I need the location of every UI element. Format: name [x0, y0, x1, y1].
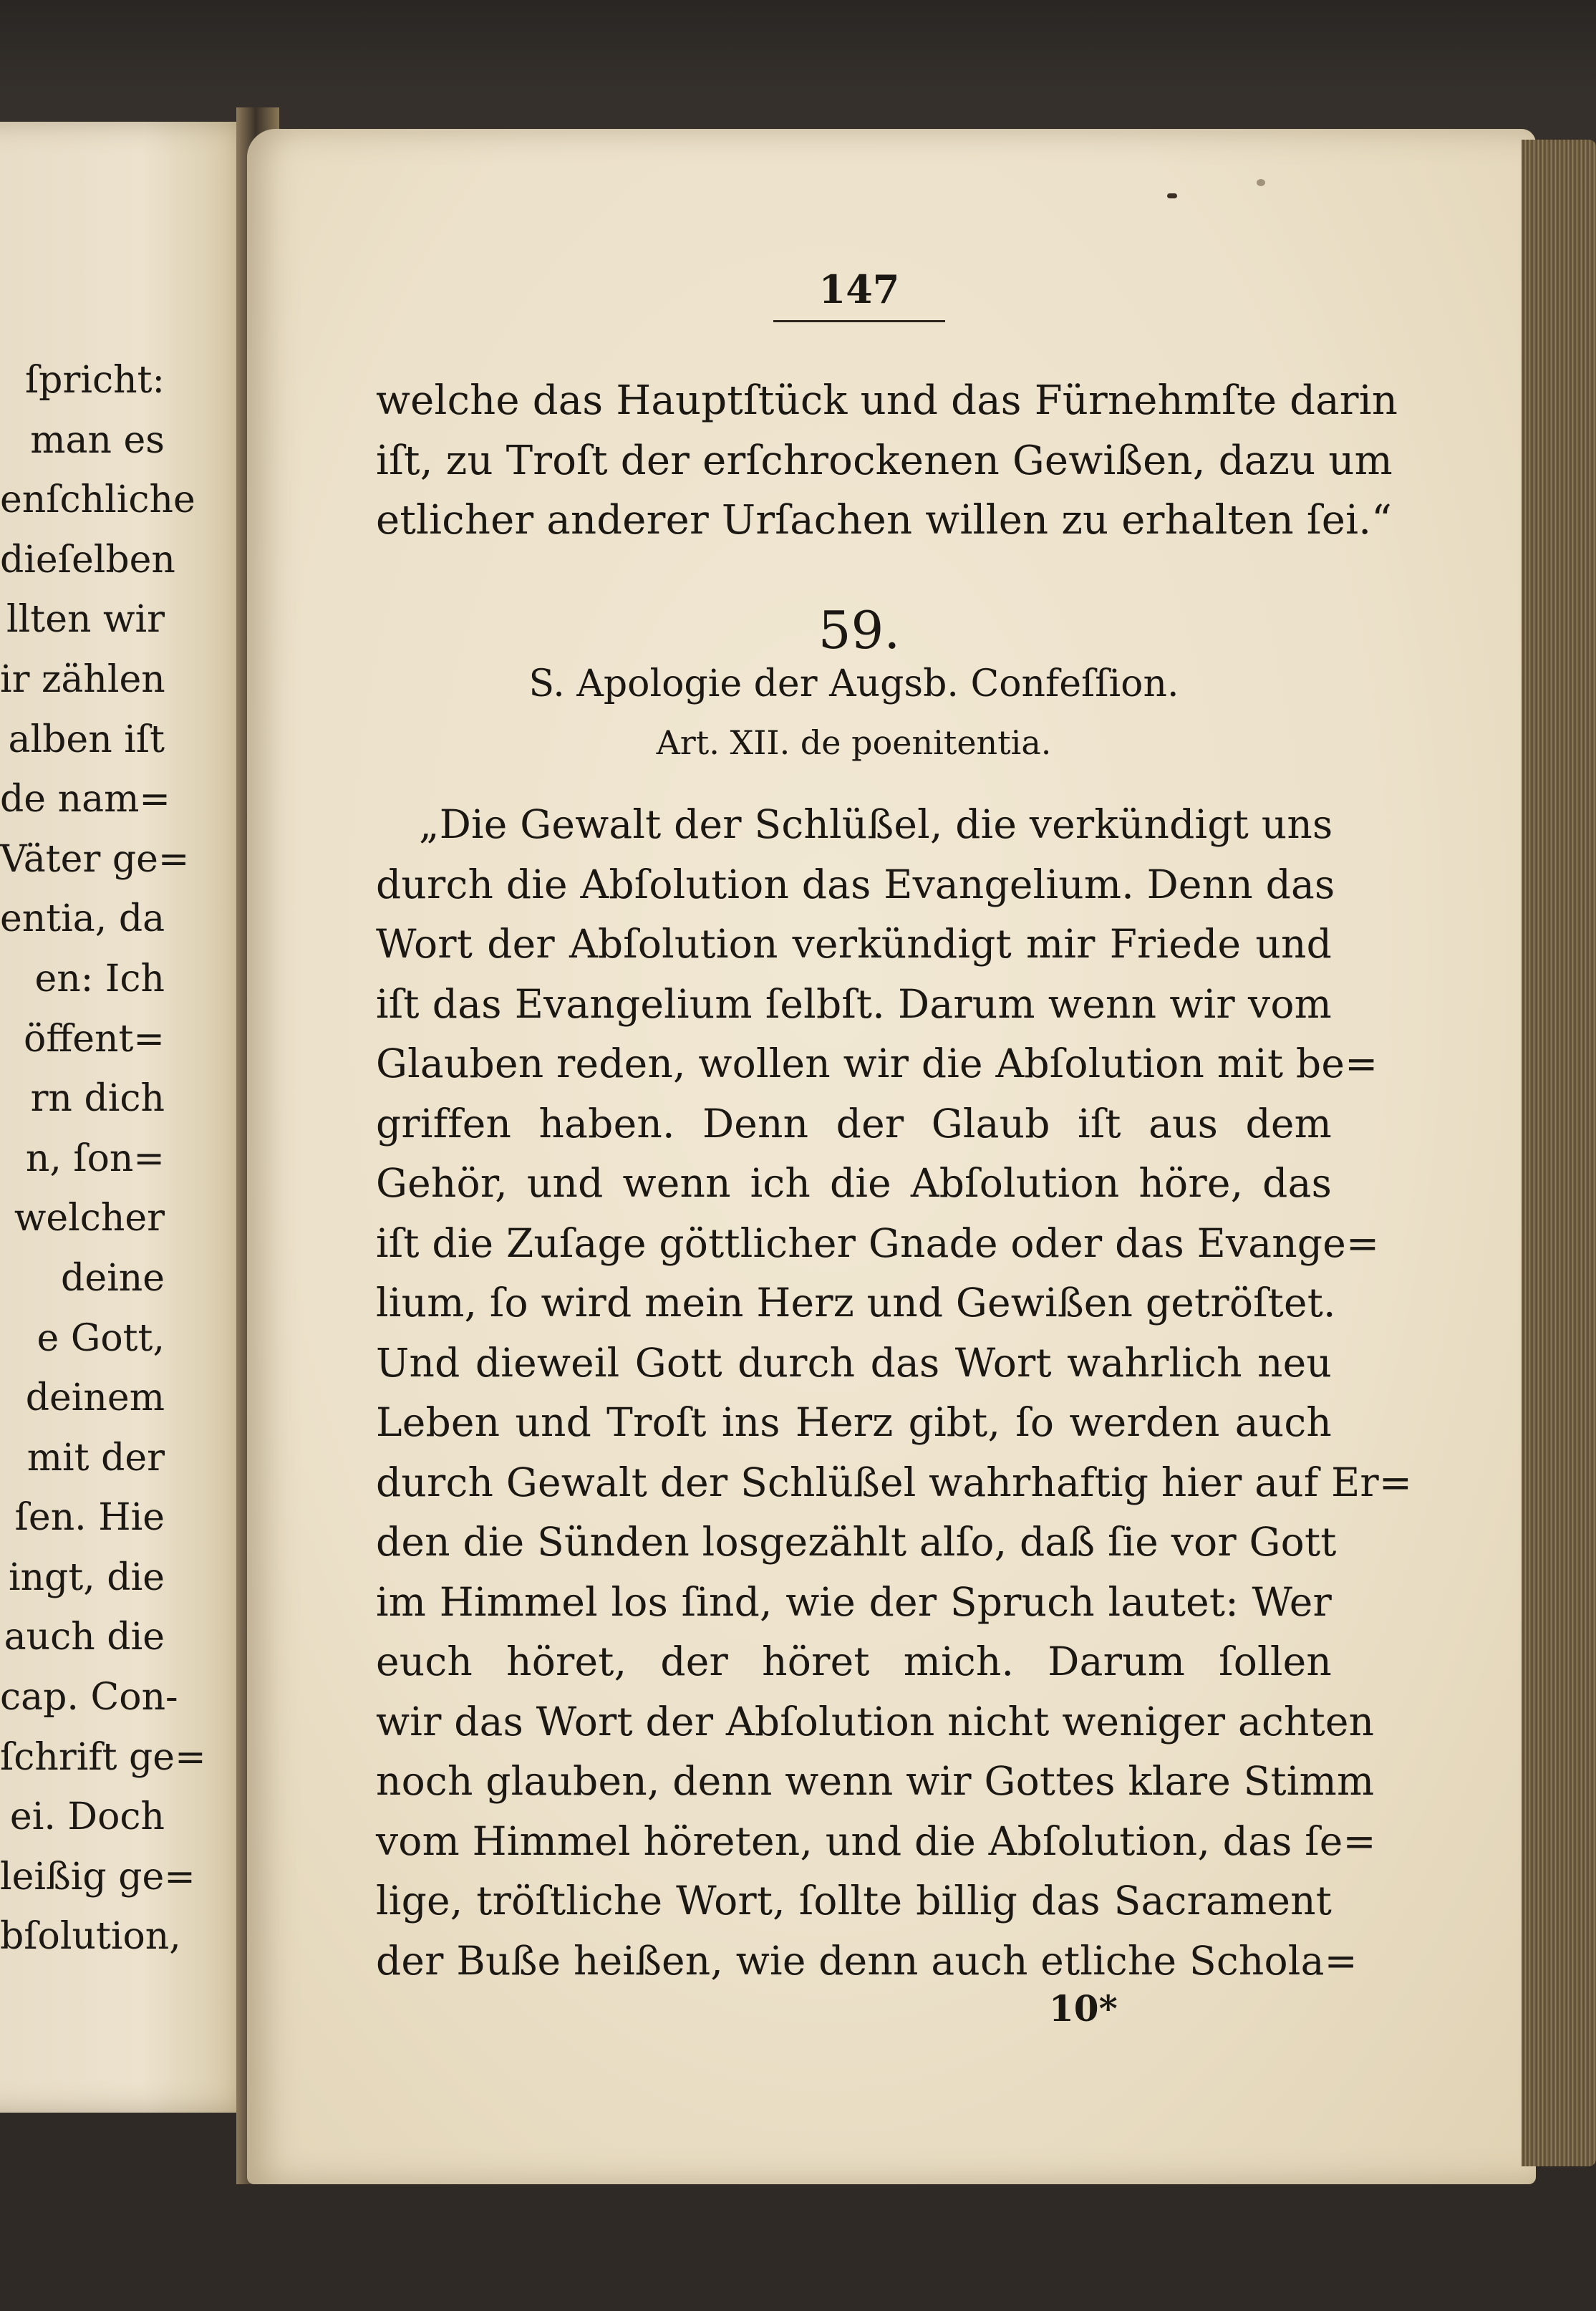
body-line: durch Gewalt der Schlüßel wahrhaftig hier auf Er= — [376, 1459, 1413, 1505]
left-line: ir zählen — [0, 657, 165, 701]
body-line: der Buße heißen, wie denn auch etliche Schola= — [376, 1937, 1358, 1984]
left-line: deine — [61, 1256, 165, 1300]
left-line: ingt, die — [8, 1555, 165, 1599]
page-number: 147 — [818, 266, 900, 312]
body-line: lium, ſo wird mein Herz und Gewißen getröſtet. — [376, 1280, 1336, 1326]
body-line: etlicher anderer Urſachen willen zu erhalten ſei.“ — [376, 497, 1393, 544]
body-line: iſt das Evangelium ſelbſt. Darum wenn wir vom — [376, 980, 1332, 1027]
left-page-text — [0, 351, 236, 1967]
article-reference: Art. XII. de poenitentia. — [656, 723, 1052, 762]
left-line: mit der — [26, 1436, 165, 1480]
body-line: iſt die Zuſage göttlicher Gnade oder das Evange= — [376, 1220, 1380, 1266]
left-line: welcher — [14, 1197, 165, 1240]
body-line: griffen haben. Denn der Glaub iſt aus dem — [376, 1100, 1332, 1147]
left-line: rn dich — [30, 1077, 165, 1121]
left-line: n, ſon= — [25, 1137, 165, 1180]
left-line: Väter ge= — [0, 837, 190, 881]
left-line: enſchliche — [0, 478, 195, 522]
body-line: wir das Wort der Abſolution nicht weniger achten — [376, 1698, 1375, 1745]
quotation-paragraph — [376, 795, 1413, 1991]
left-line: auch die — [4, 1616, 165, 1659]
left-line: ſen. Hie — [14, 1496, 165, 1540]
left-line: entia, da — [0, 897, 165, 941]
body-line: im Himmel los ſind, wie der Spruch lautet: Wer — [376, 1578, 1332, 1625]
body-line: Leben und Troſt ins Herz gibt, ſo werden auch — [376, 1399, 1332, 1445]
body-line: Glauben reden, wollen wir die Abſolution mit be= — [376, 1041, 1378, 1086]
body-line: lige, tröſtliche Wort, ſollte billig das Sacrament — [376, 1878, 1332, 1924]
section-reference: S. Apologie der Augsb. Confeſſion. — [528, 662, 1179, 705]
left-line: deinem — [25, 1376, 165, 1420]
body-line: welche das Hauptſtück und das Fürnehmſte darin — [376, 377, 1398, 424]
left-line: e Gott, — [37, 1316, 165, 1360]
opening-paragraph — [376, 371, 1398, 551]
left-line: bſolution, — [0, 1915, 181, 1959]
page-number-rule — [773, 320, 945, 322]
left-line: dieſelben — [0, 538, 175, 582]
left-line: de nam= — [0, 778, 170, 821]
left-line: alben iſt — [8, 718, 165, 761]
left-line: cap. Con- — [0, 1676, 178, 1719]
body-line: Und dieweil Gott durch das Wort wahrlich neu — [376, 1339, 1332, 1386]
body-line: Wort der Abſolution verkündigt mir Friede und — [376, 921, 1332, 967]
left-line: ſpricht: — [24, 359, 165, 402]
left-line: en: Ich — [34, 957, 165, 1000]
body-line: noch glauben, denn wenn wir Gottes klare Stimm — [376, 1758, 1375, 1804]
section-number: 59. — [818, 600, 901, 660]
left-line: öffent= — [24, 1017, 165, 1061]
dust-speck — [1257, 179, 1265, 186]
left-line: man es — [30, 418, 165, 462]
left-line: ſchrift ge= — [0, 1735, 206, 1779]
signature-mark: 10* — [1049, 1987, 1118, 2030]
dust-speck — [1167, 193, 1177, 198]
page-edges — [1522, 140, 1596, 2166]
left-line: llten wir — [6, 598, 165, 642]
body-line: euch höret, der höret mich. Darum ſollen — [376, 1639, 1332, 1684]
body-line: Gehör, und wenn ich die Abſolution höre, das — [376, 1160, 1332, 1206]
left-line: leißig ge= — [0, 1855, 195, 1899]
body-line: iſt, zu Troſt der erſchrockenen Gewißen, dazu um — [376, 437, 1393, 484]
left-line: ei. Doch — [9, 1795, 165, 1839]
body-line: „Die Gewalt der Schlüßel, die verkündigt uns — [419, 801, 1333, 847]
body-line: durch die Abſolution das Evangelium. Denn das — [376, 861, 1335, 907]
body-line: vom Himmel höreten, und die Abſolution, das ſe= — [376, 1818, 1376, 1864]
body-line: den die Sünden losgezählt alſo, daß ſie vor Gott — [376, 1519, 1337, 1565]
